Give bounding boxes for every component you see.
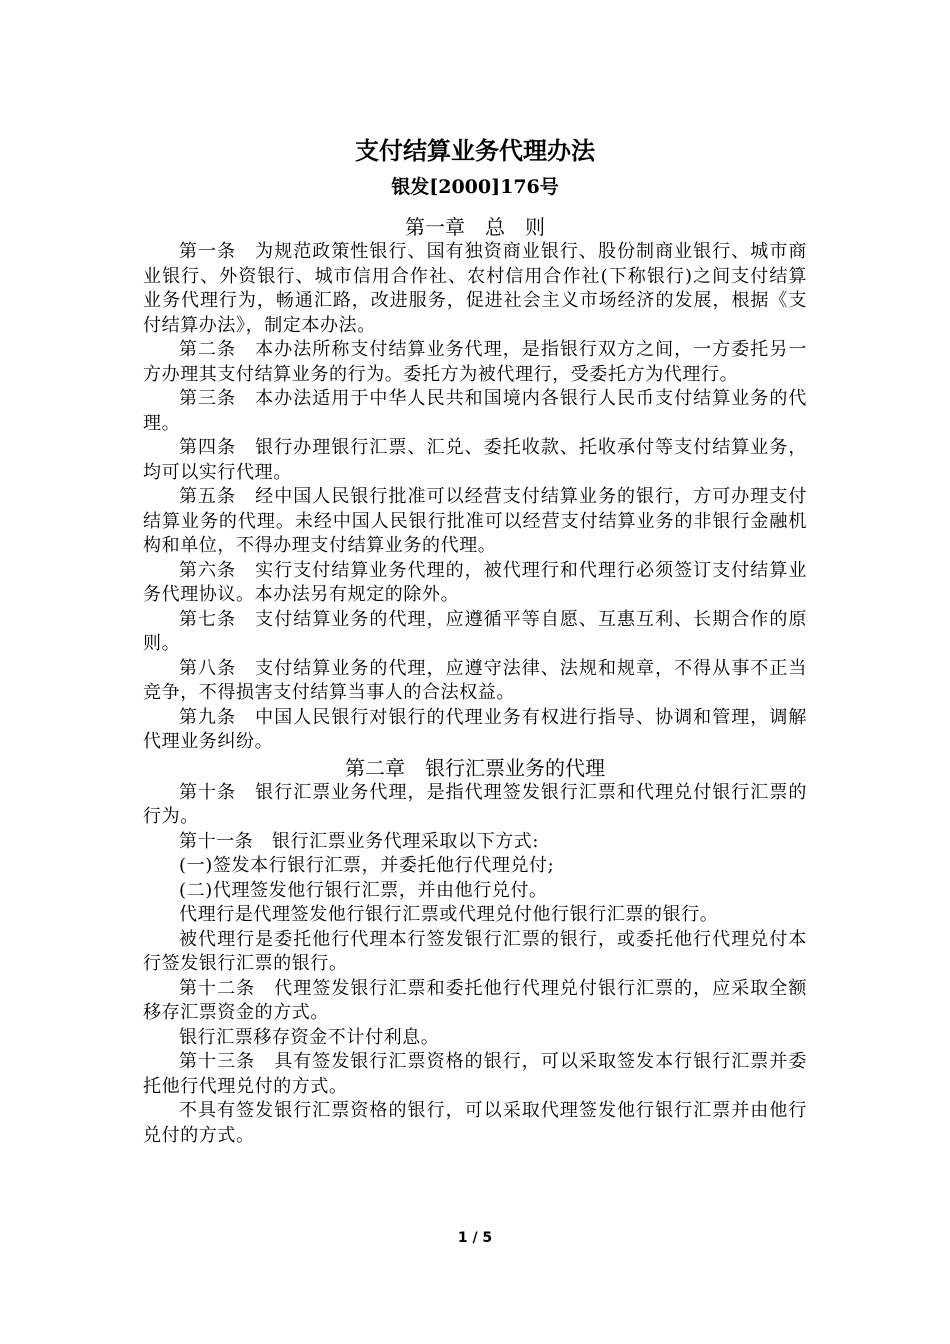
article-paragraph: 不具有签发银行汇票资格的银行，可以采取代理签发他行银行汇票并由他行兑付的方式。 [143, 1100, 807, 1146]
document-title: 支付结算业务代理办法 [355, 137, 595, 165]
document-number: 银发[2000]176号 [391, 176, 559, 198]
article-paragraph: 第五条 经中国人民银行批准可以经营支付结算业务的银行，方可办理支付结算业务的代理。未经中国人民银行批准可以经营支付结算业务的非银行金融机构和单位，不得办理支付结算业务的代理。 [143, 486, 807, 556]
page-indicator: 1 / 5 [457, 1230, 493, 1246]
chapter-heading: 第二章 银行汇票业务的代理 [345, 755, 605, 780]
article-paragraph: 第九条 中国人民银行对银行的代理业务有权进行指导、协调和管理，调解代理业务纠纷。 [143, 706, 807, 752]
article-paragraph: 代理行是代理签发他行银行汇票或代理兑付他行银行汇票的银行。 [179, 904, 719, 925]
article-paragraph: 第二条 本办法所称支付结算业务代理，是指银行双方之间，一方委托另一方办理其支付结算业务的行为。委托方为被代理行，受委托方为代理行。 [143, 339, 807, 385]
article-paragraph: 第十条 银行汇票业务代理，是指代理签发银行汇票和代理兑付银行汇票的行为。 [143, 781, 807, 827]
article-paragraph: 银行汇票移存资金不计付利息。 [179, 1026, 440, 1048]
article-paragraph: (二)代理签发他行银行汇票，并由他行兑付。 [179, 879, 548, 901]
article-paragraph: (一)签发本行银行汇票，并委托他行代理兑付; [179, 855, 555, 876]
chapter-heading: 第一章 总 则 [405, 215, 545, 239]
article-paragraph: 第十一条 银行汇票业务代理采取以下方式: [179, 830, 540, 852]
page-content [143, 134, 807, 1148]
article-paragraph: 第八条 支付结算业务的代理，应遵守法律、法规和规章，不得从事不正当竞争，不得损害支付结算当事人的合法权益。 [143, 657, 807, 703]
article-paragraph: 第十二条 代理签发银行汇票和委托他行代理兑付银行汇票的，应采取全额移存汇票资金的方式。 [143, 977, 807, 1023]
article-paragraph: 第三条 本办法适用于中华人民共和国境内各银行人民币支付结算业务的代理。 [143, 388, 807, 434]
article-paragraph: 第十三条 具有签发银行汇票资格的银行，可以采取签发本行银行汇票并委托他行代理兑付的方式。 [143, 1051, 807, 1097]
article-paragraph: 第七条 支付结算业务的代理，应遵循平等自愿、互惠互利、长期合作的原则。 [143, 608, 807, 654]
article-paragraph: 第一条 为规范政策性银行、国有独资商业银行、股份制商业银行、城市商业银行、外资银行、城市信用合作社、农村信用合作社(下称银行)之间支付结算业务代理行为，畅通汇路，改进服务，促进社会主义市场经济的发展，根据《支付结算办法》，制定本办法。 [143, 241, 807, 336]
article-paragraph: 被代理行是委托他行代理本行签发银行汇票的银行，或委托他行代理兑付本行签发银行汇票的银行。 [143, 928, 807, 974]
article-paragraph: 第四条 银行办理银行汇票、汇兑、委托收款、托收承付等支付结算业务，均可以实行代理。 [143, 437, 807, 483]
article-paragraph: 第六条 实行支付结算业务代理的，被代理行和代理行必须签订支付结算业务代理协议。本办法另有规定的除外。 [143, 559, 807, 605]
